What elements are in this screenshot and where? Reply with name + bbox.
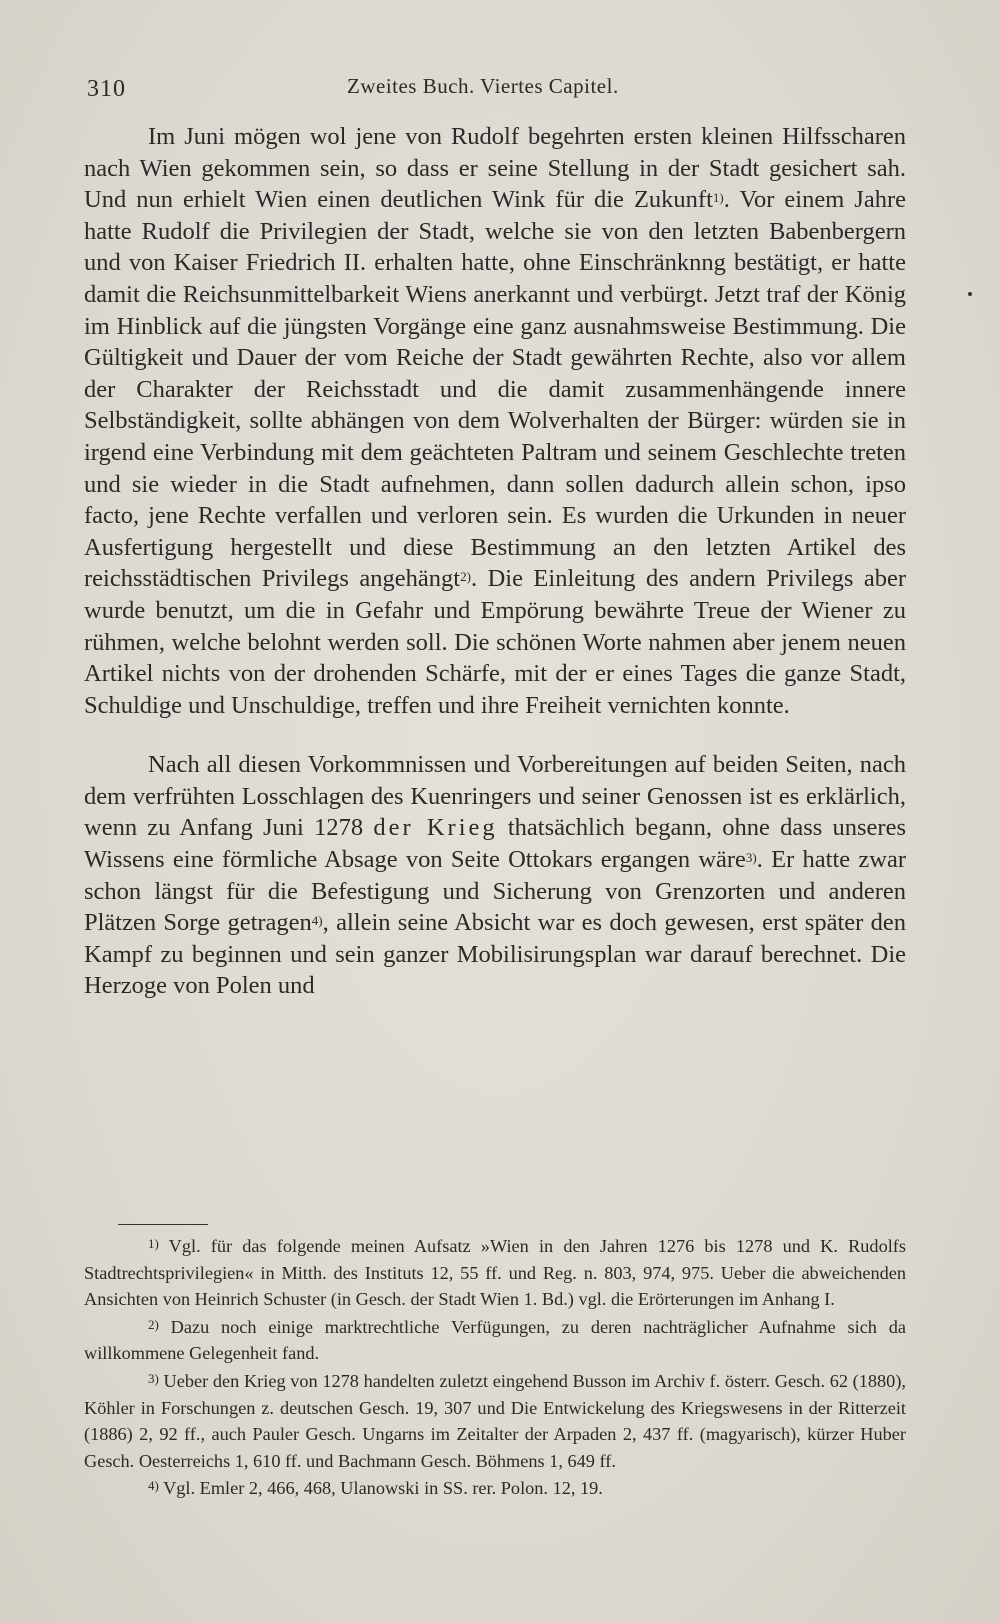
- paragraph: [84, 121, 906, 721]
- footnote-divider: [118, 1224, 208, 1225]
- text-run: Im Juni mögen wol jene von Rudolf begehrten ersten kleinen Hilfsscharen nach Wien gekommen sein, so dass er seine Stellung in der Stadt gesichert sah. Und nun erhielt Wien einen deutlichen Wink für die Zukunft: [84, 123, 906, 214]
- text-run: . Die Einleitung des andern Privilegs aber wurde benutzt, um die in Gefahr und Empörung bewährte Treue der Wiener zu rühmen, welche belohnt werden soll. Die schönen Worte nahmen aber jenem neuen Artikel nichts von der drohenden Schärfe, mit der er eines Tages die ganze Stadt, Schuldige und Unschuldige, treffen und ihre Freiheit vernichten konnte.: [84, 565, 907, 719]
- text-run: . Vor einem Jahre hatte Rudolf die Privilegien der Stadt, welche sie von den letzten Babenbergern und von Kaiser Friedrich II. erhalten hatte, ohne Einschränknng bestätigt, er hatte damit die Reichsunmittelbarkeit Wiens anerkannt und verbürgt. Jetzt traf der König im Hinblick auf die jüngsten Vorgänge eine ganz ausnahmsweise Bestimmung. Die Gültigkeit und Dauer der vom Reiche der Stadt gewährten Rechte, also vor allem der Charakter der Reichsstadt und die damit zusammenhängende innere Selbständigkeit, sollte abhängen von dem Wolverhalten der Bürger: würden sie in irgend eine Verbindung mit dem geächteten Paltram und seinem Geschlechte treten und sie wieder in die Stadt aufnehmen, dann sollen dadurch allein schon, ipso facto, jene Rechte verfallen und verloren sein. Es wurden die Urkunden in neuer Ausfertigung hergestellt und diese Bestimmung an den letzten Artikel des reichsstädtischen Privilegs angehängt: [84, 186, 906, 593]
- footnote-marker: 3): [745, 850, 757, 866]
- footnote-text: Ueber den Krieg von 1278 handelten zuletzt eingehend Busson im Archiv f. österr. Gesch. 62 (1880), Köhler in Forschungen z. deutschen Gesch. 19, 307 und Die Entwickelung des Kriegswesens in der Ritterzeit (1886) 2, 92 ff., auch Pauler Gesch. Ungarns im Zeitalter der Arpaden 2, 437 ff. (magyarisch), kürzer Huber Gesch. Oesterreichs 1, 610 ff. und Bachmann Gesch. Böhmens 1, 649 ff.: [84, 1370, 906, 1471]
- footnote-marker: 2): [460, 569, 471, 585]
- footnote-number: 1): [148, 1236, 159, 1251]
- text-run: Nach all diesen Vorkommnissen und Vorbereitungen auf beiden Seiten, nach dem verfrühten Losschlagen des Kuenringers und seiner Genossen ist es erklärlich, wenn zu Anfang Juni 1278: [84, 751, 906, 842]
- footnote: [84, 1368, 906, 1474]
- text-run: . Er hatte zwar schon längst für die Befestigung und Sicherung von Grenzorten und anderen Plätzen Sorge getragen: [84, 846, 906, 937]
- footnote-marker: 4): [311, 913, 323, 929]
- footnote-text: Vgl. Emler 2, 466, 468, Ulanowski in SS. rer. Polon. 12, 19.: [158, 1478, 603, 1499]
- footnote-number: 4): [148, 1478, 159, 1494]
- footnote: [84, 1233, 906, 1313]
- page-header: [82, 70, 912, 104]
- footnote-number: 2): [148, 1316, 159, 1332]
- running-title: Zweites Buch. Viertes Capitel.: [347, 74, 619, 98]
- paper-speck: [968, 292, 972, 296]
- footnotes: [84, 1233, 906, 1502]
- text-run: , allein seine Absicht war es doch gewesen, erst später den Kampf zu beginnen und sein ganzer Mobilisirungsplan war darauf berechnet. Die Herzoge von Polen und: [84, 909, 906, 1000]
- footnote-text: Vgl. für das folgende meinen Aufsatz »Wien in den Jahren 1276 bis 1278 und K. Rudolfs Stadtrechtsprivilegien« in Mitth. des Instituts 12, 55 ff. und Reg. n. 803, 974, 975. Ueber die abweichenden Ansichten von Heinrich Schuster (in Gesch. der Stadt Wien 1. Bd.) vgl. die Erörterungen im Anhang I.: [84, 1236, 906, 1310]
- footnote: [84, 1475, 906, 1502]
- paragraph: [84, 749, 906, 1002]
- main-text: [84, 121, 906, 1002]
- footnote-number: 3): [148, 1370, 159, 1386]
- footnote: [84, 1314, 906, 1367]
- spaced-emphasis: der Krieg: [373, 814, 498, 842]
- page-number: 310: [87, 76, 126, 102]
- text-run: thatsächlich begann, ohne dass unseres Wissens eine förmliche Absage von Seite Ottokars ergangen wäre: [84, 814, 906, 874]
- footnote-text: Dazu noch einige marktrechtliche Verfügungen, zu deren nachträglicher Aufnahme sich da willkommene Gelegenheit fand.: [84, 1316, 906, 1364]
- footnote-marker: 1): [712, 190, 724, 206]
